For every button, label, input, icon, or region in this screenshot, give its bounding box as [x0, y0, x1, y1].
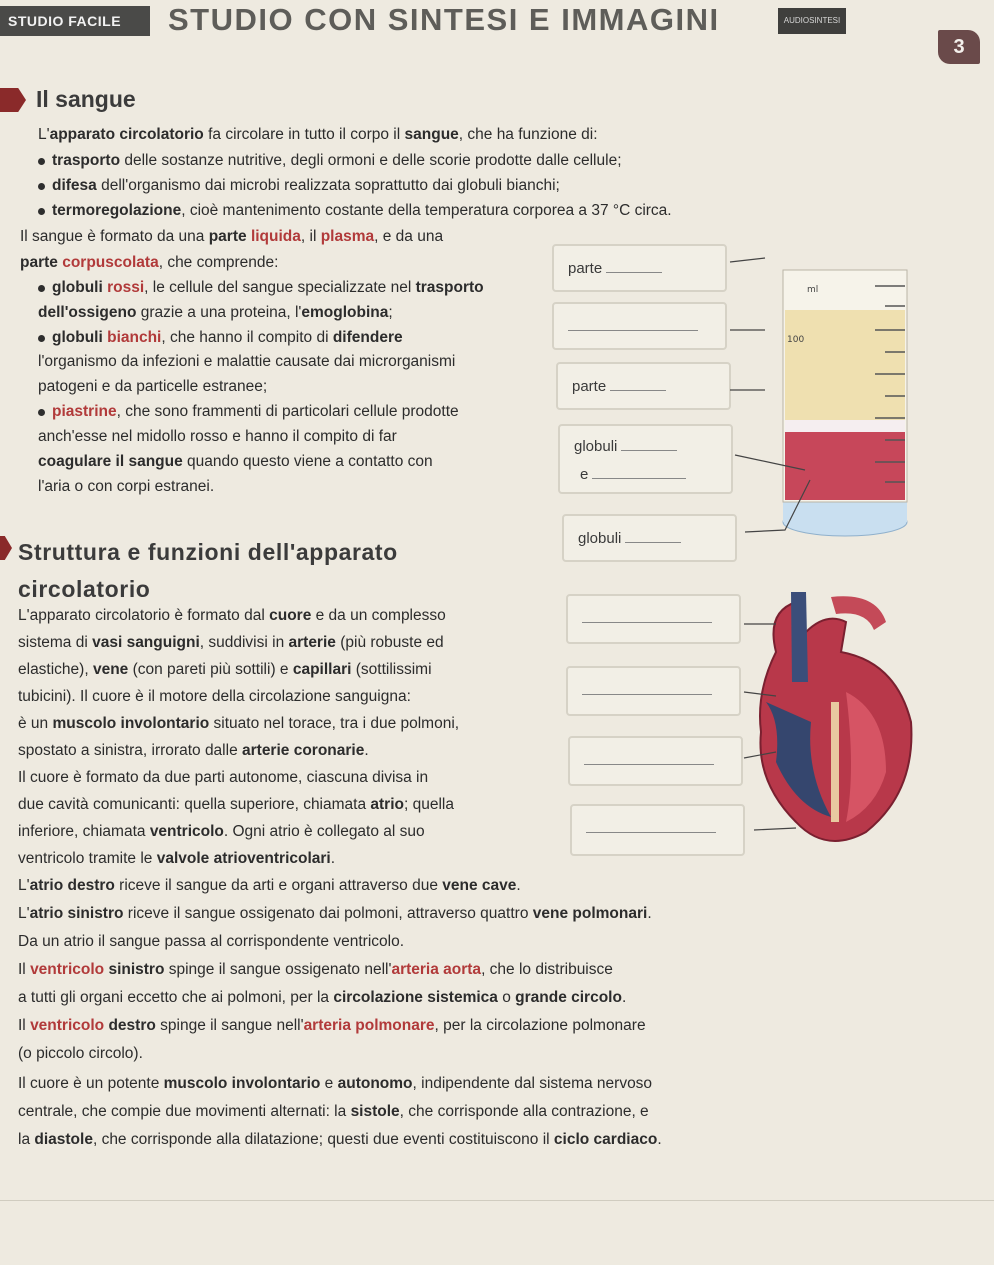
p8-line-1: Il cuore è un potente muscolo involontario e autonomo, indipendente dal sistema nervoso — [18, 1075, 653, 1092]
p6-line-2: a tutti gli organi eccetto che ai polmoni, per la circolazione sistemica o grande circolo. — [18, 989, 627, 1006]
header-title: STUDIO CON SINTESI E IMMAGINI — [168, 2, 720, 37]
function-item-trasporto: trasporto delle sostanze nutritive, degli ormoni e delle scorie prodotte dalle cellule; — [52, 152, 622, 169]
graduated-cylinder-illustration — [725, 230, 915, 550]
heart-label-box-4[interactable] — [570, 804, 745, 856]
red-cells-layer — [785, 432, 905, 500]
audiosintesi-badge[interactable]: AUDIOSINTESI — [778, 8, 846, 34]
section-title-struttura: Struttura e funzioni dell'apparato circolatorio — [18, 539, 398, 602]
composition-line-1: Il sangue è formato da una parte liquida, il plasma, e da una — [20, 228, 444, 245]
section-title-sangue: Il sangue — [36, 86, 136, 112]
p8-line-2: centrale, che compie due movimenti alternati: la sistole, che corrisponde alla contrazione, e — [18, 1103, 649, 1120]
composition-line-2: parte corpuscolata, che comprende: — [20, 254, 279, 271]
cylinder-mark-ml: ml — [807, 285, 819, 295]
heart-illustration — [736, 592, 921, 857]
blood-label-box-2[interactable] — [552, 302, 727, 350]
section-marker-2-icon — [0, 536, 12, 560]
globuli-rossi-line-1: globuli rossi, le cellule del sangue specializzate nel trasporto — [52, 279, 484, 296]
p3-line-1: L'atrio destro riceve il sangue da arti e organi attraverso due vene cave. — [18, 877, 521, 894]
p2-line-3: inferiore, chiamata ventricolo. Ogni atrio è collegato al suo — [18, 823, 425, 840]
blood-label-box-3[interactable]: parte — [556, 362, 731, 410]
section-marker-icon — [0, 88, 26, 112]
p1-line-3: elastiche), vene (con pareti più sottili) e capillari (sottilissimi — [18, 661, 432, 678]
blood-label-box-4[interactable]: globuli e — [558, 424, 733, 494]
vena-cava-superior — [791, 592, 808, 682]
blood-label-box-5[interactable]: globuli — [562, 514, 737, 562]
page-divider — [0, 1200, 994, 1201]
p4-line-1: L'atrio sinistro riceve il sangue ossigenato dai polmoni, attraverso quattro vene polmonari. — [18, 905, 652, 922]
piastrine-line-4: l'aria o con corpi estranei. — [38, 478, 215, 495]
function-item-difesa: difesa dell'organismo dai microbi realizzata soprattutto dai globuli bianchi; — [52, 177, 560, 194]
p1-line-2: sistema di vasi sanguigni, suddivisi in arterie (più robuste ed — [18, 634, 444, 651]
studio-facile-badge: STUDIO FACILE — [0, 6, 150, 36]
cylinder-base-body — [783, 500, 907, 522]
globuli-bianchi-line-3: patogeni e da particelle estranee; — [38, 378, 268, 395]
globuli-rossi-line-2: dell'ossigeno grazie a una proteina, l'emoglobina; — [38, 304, 393, 321]
p6-line-1: Il ventricolo sinistro spinge il sangue ossigenato nell'arteria aorta, che lo distribuisce — [18, 961, 613, 978]
function-item-termoregolazione: termoregolazione, cioè mantenimento costante della temperatura corporea a 37 °C circa. — [52, 202, 672, 219]
heart-label-box-3[interactable] — [568, 736, 743, 786]
globuli-bianchi-line-1: globuli bianchi, che hanno il compito di difendere — [52, 329, 403, 346]
p7-line-2: (o piccolo circolo). — [18, 1045, 143, 1062]
piastrine-line-2: anch'esse nel midollo rosso e hanno il compito di far — [38, 428, 397, 445]
p1-line-4: tubicini). Il cuore è il motore della circolazione sanguigna: — [18, 688, 411, 705]
p1-line-6: spostato a sinistra, irrorato dalle arterie coronarie. — [18, 742, 369, 759]
heart-label-box-1[interactable] — [566, 594, 741, 644]
p2-line-4: ventricolo tramite le valvole atrioventricolari. — [18, 850, 336, 867]
piastrine-line-1: piastrine, che sono frammenti di particolari cellule prodotte — [52, 403, 459, 420]
p5-line-1: Da un atrio il sangue passa al corrispondente ventricolo. — [18, 933, 405, 950]
septum — [831, 702, 839, 822]
buffy-coat-layer — [785, 420, 905, 432]
page-number: 3 — [938, 30, 980, 64]
globuli-bianchi-line-2: l'organismo da infezioni e malattie causate dai microrganismi — [38, 353, 456, 370]
p2-line-2: due cavità comunicanti: quella superiore, chiamata atrio; quella — [18, 796, 454, 813]
intro-text: L'apparato circolatorio fa circolare in tutto il corpo il sangue, che ha funzione di: — [38, 126, 598, 143]
piastrine-line-3: coagulare il sangue quando questo viene a contatto con — [38, 453, 433, 470]
p1-line-1: L'apparato circolatorio è formato dal cuore e da un complesso — [18, 607, 446, 624]
p2-line-1: Il cuore è formato da due parti autonome, ciascuna divisa in — [18, 769, 429, 786]
heart-label-box-2[interactable] — [566, 666, 741, 716]
cylinder-mark-100: 100 — [787, 335, 805, 345]
p8-line-3: la diastole, che corrisponde alla dilatazione; questi due eventi costituiscono il ciclo cardiaco. — [18, 1131, 662, 1148]
blood-label-box-1[interactable]: parte — [552, 244, 727, 292]
p1-line-5: è un muscolo involontario situato nel torace, tra i due polmoni, — [18, 715, 460, 732]
p7-line-1: Il ventricolo destro spinge il sangue nell'arteria polmonare, per la circolazione polmonare — [18, 1017, 646, 1034]
plasma-layer — [785, 310, 905, 420]
